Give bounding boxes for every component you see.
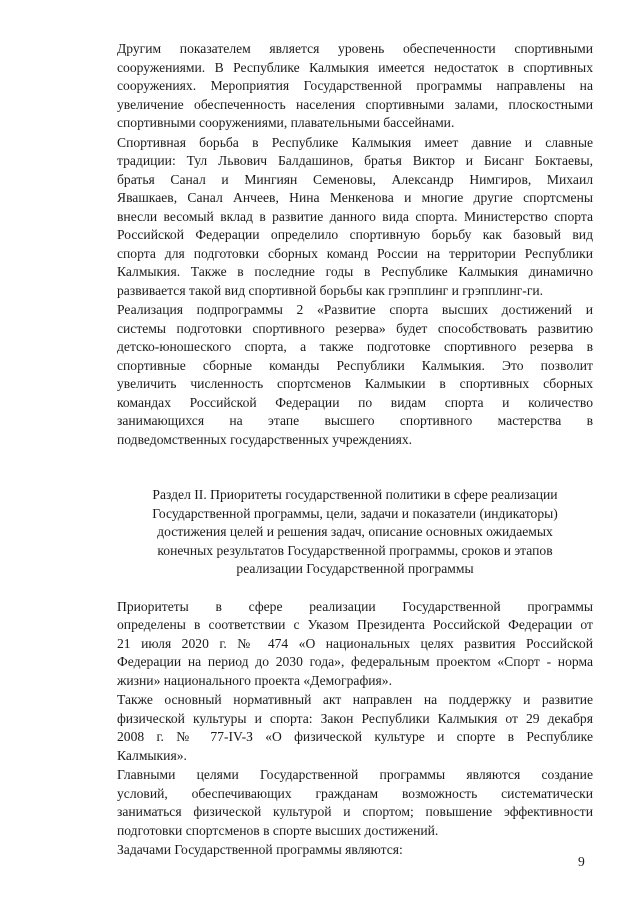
paragraph <box>117 841 593 860</box>
paragraph-line: увеличить численность спортсменов Калмыкии в спортивных сборных <box>117 376 593 391</box>
page-content <box>117 40 593 861</box>
paragraph-line: Спортивная борьба в Республике Калмыкия имеет давние и славные <box>117 134 593 150</box>
page-number: 9 <box>578 854 585 869</box>
paragraph <box>117 691 593 765</box>
paragraph-line: Федерации на период до 2030 года», федеральным проектом «Спорт - норма <box>117 654 593 669</box>
section-title-line: Раздел II. Приоритеты государственной политики в сфере реализации <box>152 487 558 502</box>
paragraph-line: Главными целями Государственной программы являются создание <box>117 767 593 782</box>
section-title-line: Государственной программы, цели, задачи и показатели (индикаторы) <box>152 505 558 521</box>
section-title-line: достижения целей и решения задач, описание основных ожидаемых <box>157 524 553 539</box>
paragraph-line: Калмыкия». <box>117 747 187 763</box>
section-title <box>117 486 593 579</box>
paragraph-line: развивается такой вид спортивной борьбы как грэпплинг и грэпплинг-ги. <box>117 282 544 298</box>
paragraph-line: Задачами Государственной программы являются: <box>117 842 403 857</box>
paragraph-line: командах Российской Федерации по видам спорта и количество <box>117 394 593 410</box>
paragraph-line: спортивными сооружениями, плавательными бассейнами. <box>117 115 455 130</box>
paragraph-line: физической культуры и спорта: Закон Республики Калмыкия от 29 декабря <box>117 710 593 726</box>
paragraph-line: детско-юношеского спорта, а также подготовке спортивного резерва в <box>117 339 593 354</box>
paragraph-line: подведомственных государственных учреждениях. <box>117 431 413 447</box>
paragraph-line: условий, обеспечивающих гражданам возможность систематически <box>117 785 593 801</box>
paragraph-line: Калмыкия. Также в последние годы в Республике Калмыкия динамично <box>117 264 593 279</box>
paragraph <box>117 134 593 301</box>
paragraph-line: 21 июля 2020 г. № 474 «О национальных целях развития Российской <box>117 635 593 651</box>
section-title-line: конечных результатов Государственной программы, сроков и этапов <box>157 542 553 558</box>
paragraph-line: сооружениях. Мероприятия Государственной программы направлены на <box>117 78 593 93</box>
paragraph-line: Российской Федерации определило спортивную борьбу как базовый вид <box>117 227 593 242</box>
paragraph <box>117 40 593 133</box>
paragraph-line: увеличение обеспеченность населения спортивными залами, плоскостными <box>117 96 593 112</box>
paragraph-line: жизни» национального проекта «Демография». <box>117 672 392 688</box>
paragraph-line: занимающихся на этапе высшего спортивного мастерства в <box>117 413 593 428</box>
paragraph-line: Другим показателем является уровень обеспеченности спортивными <box>117 41 593 56</box>
paragraph-line: спортивные сборные команды Республики Калмыкия. Это позволит <box>117 357 593 373</box>
spacer <box>117 450 593 486</box>
paragraph <box>117 301 593 449</box>
paragraph-line: братья Санал и Мингиян Семеновы, Александр Нимгиров, Михаил <box>117 171 593 187</box>
section-title-line: реализации Государственной программы <box>236 561 474 576</box>
top-paragraphs <box>117 40 593 449</box>
paragraph <box>117 766 593 840</box>
bottom-paragraphs <box>117 598 593 860</box>
paragraph-line: внесли весомый вклад в развитие данного вида спорта. Министерство спорта <box>117 208 593 224</box>
paragraph-line: Явашкаев, Санал Анчеев, Нина Менкенова и многие другие спортсмены <box>117 190 593 205</box>
paragraph-line: Также основный нормативный акт направлен на поддержку и развитие <box>117 692 593 707</box>
paragraph-line: заниматься физической культурой и спортом; повышение эффективности <box>117 804 593 819</box>
paragraph-line: Приоритеты в сфере реализации Государственной программы <box>117 598 593 614</box>
paragraph-line: 2008 г. № 77-IV-З «О физической культуре и спорте в Республике <box>117 729 593 744</box>
paragraph <box>117 598 593 691</box>
paragraph-line: сооружениями. В Республике Калмыкия имеется недостаток в спортивных <box>117 59 593 75</box>
paragraph-line: определены в соответствии с Указом Президента Российской Федерации от <box>117 617 593 632</box>
spacer <box>117 579 593 598</box>
paragraph-line: Реализация подпрограммы 2 «Развитие спорта высших достижений и <box>117 302 593 317</box>
paragraph-line: спорта для подготовки сборных команд России на территории Республики <box>117 245 593 261</box>
paragraph-line: подготовки спортсменов в спорте высших достижений. <box>117 822 439 838</box>
paragraph-line: традиции: Тул Львович Балдашинов, братья Виктор и Бисанг Боктаевы, <box>117 153 593 168</box>
paragraph-line: системы подготовки спортивного резерва» будет способствовать развитию <box>117 320 593 336</box>
